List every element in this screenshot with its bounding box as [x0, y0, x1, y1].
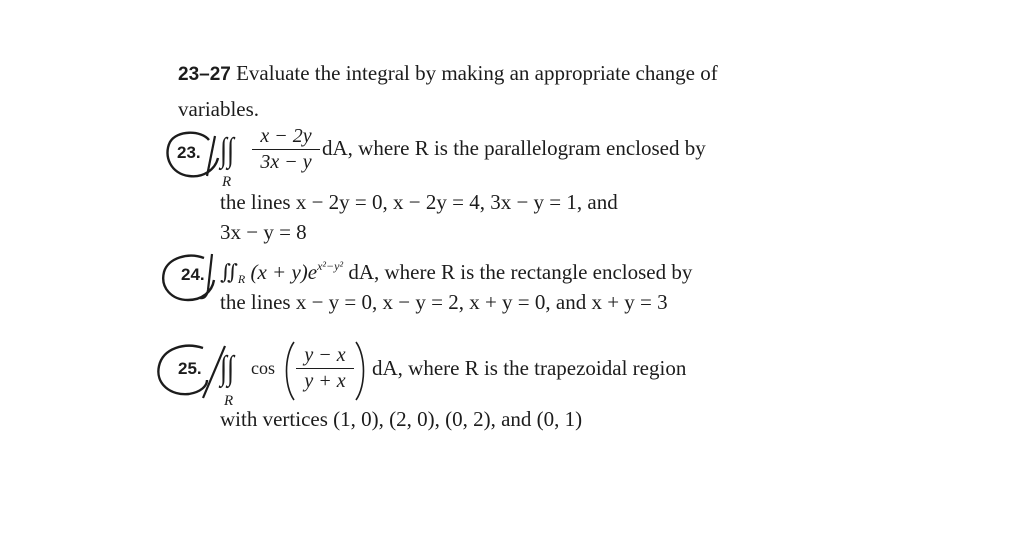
denominator-25: y + x [304, 370, 346, 392]
fraction-23 [252, 125, 320, 173]
problem-number-25: 25. [178, 359, 202, 378]
denominator-23: 3x − y [260, 151, 312, 173]
numerator-25: y − x [304, 344, 346, 366]
numerator-23: x − 2y [260, 125, 312, 147]
header-instruction: Evaluate the integral by making an appropriate change of [236, 61, 718, 85]
region-label-23: R [222, 174, 232, 190]
problem-25-text: dA, where R is the trapezoidal region [372, 356, 687, 380]
region-sub-24: R [237, 272, 246, 286]
problem-23-line3: 3x − y = 8 [220, 220, 307, 244]
problem-24-line2: the lines x − y = 0, x − y = 2, x + y = 0, and x + y = 3 [220, 290, 668, 314]
paren-right-25 [354, 340, 368, 402]
problem-number-24: 24. [181, 265, 205, 284]
cos-25: cos [251, 358, 275, 378]
header-instruction-cont: variables. [178, 97, 260, 121]
problem-24-text [220, 259, 692, 287]
problem-number-23: 23. [177, 143, 201, 162]
problem-24-after: dA, where R is the rectangle enclosed by [343, 260, 693, 284]
integrand-24: (x + y)e [250, 260, 318, 284]
problem-23-line2: the lines x − 2y = 0, x − 2y = 4, 3x − y = 1, and [220, 190, 618, 214]
section-header [178, 56, 778, 126]
region-label-25: R [224, 393, 234, 409]
problem-25-line2: with vertices (1, 0), (2, 0), (0, 2), and (0, 1) [220, 407, 583, 431]
double-integral-23: ∫∫ [220, 132, 234, 169]
double-integral-24: ∬ [220, 260, 238, 284]
problem-23-text: dA, where R is the parallelogram enclosed by [322, 136, 706, 160]
double-integral-25: ∫∫ [220, 350, 234, 387]
fraction-25 [296, 344, 354, 392]
paren-left-25 [282, 340, 296, 402]
problem-range: 23–27 [178, 64, 231, 85]
exponent-24: x²−y² [317, 259, 344, 273]
